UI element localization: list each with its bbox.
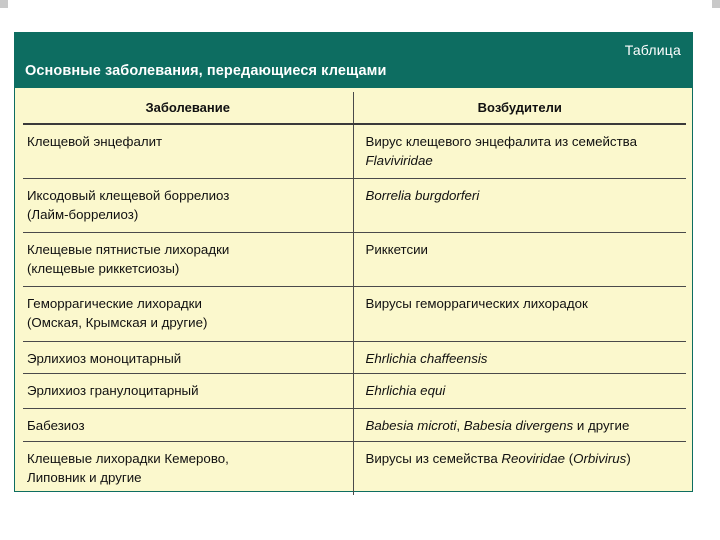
disease-name-note: (клещевые риккетсиозы) bbox=[27, 260, 180, 276]
agent-cell bbox=[353, 441, 686, 495]
agent-text: и другие bbox=[573, 417, 630, 433]
disease-cell bbox=[23, 232, 353, 286]
disease-cell bbox=[23, 408, 353, 441]
agent-taxon: Ehrlichia equi bbox=[365, 382, 446, 398]
agent-cell bbox=[353, 124, 686, 178]
agent-text: Вирусы геморрагических лихорадок bbox=[365, 295, 588, 311]
diseases-table bbox=[23, 92, 686, 495]
agent-cell bbox=[353, 341, 686, 373]
disease-cell bbox=[23, 341, 353, 373]
corner-mark-left bbox=[0, 0, 8, 8]
column-header-disease: Заболевание bbox=[23, 92, 353, 124]
disease-cell bbox=[23, 441, 353, 495]
agent-taxon: Orbivirus bbox=[573, 450, 627, 466]
table-card bbox=[14, 32, 693, 492]
agent-paren-open: ( bbox=[565, 450, 574, 466]
agent-cell bbox=[353, 178, 686, 232]
table-row bbox=[23, 286, 686, 341]
disease-cell bbox=[23, 178, 353, 232]
table-label: Таблица bbox=[624, 42, 681, 58]
disease-name-note: (Лайм-боррелиоз) bbox=[27, 206, 139, 222]
disease-name: Клещевые пятнистые лихорадки bbox=[27, 241, 230, 257]
disease-name: Иксодовый клещевой боррелиоз bbox=[27, 187, 230, 203]
table-row bbox=[23, 232, 686, 286]
agent-taxon: Ehrlichia chaffeensis bbox=[365, 350, 488, 366]
agent-taxon: Babesia microti bbox=[365, 417, 457, 433]
agent-paren-close: ) bbox=[626, 450, 631, 466]
table-row bbox=[23, 408, 686, 441]
table-row bbox=[23, 373, 686, 408]
agent-text: Вирусы из семейства bbox=[365, 450, 502, 466]
disease-name-note: Липовник и другие bbox=[27, 469, 142, 485]
column-header-agent: Возбудители bbox=[353, 92, 686, 124]
table-row bbox=[23, 441, 686, 495]
table-title: Основные заболевания, передающиеся клещами bbox=[25, 63, 387, 79]
disease-cell bbox=[23, 124, 353, 178]
table-row bbox=[23, 178, 686, 232]
table-header-band bbox=[15, 33, 692, 88]
disease-name: Геморрагические лихорадки bbox=[27, 295, 202, 311]
disease-name-note: (Омская, Крымская и другие) bbox=[27, 314, 208, 330]
agent-cell bbox=[353, 286, 686, 341]
agent-taxon: Reoviridae bbox=[501, 450, 565, 466]
table-row bbox=[23, 341, 686, 373]
corner-mark-right bbox=[712, 0, 720, 8]
disease-name: Клещевой энцефалит bbox=[27, 134, 163, 149]
agent-text: Риккетсии bbox=[365, 241, 428, 257]
disease-cell bbox=[23, 373, 353, 408]
disease-name: Бабезиоз bbox=[27, 417, 85, 433]
disease-name: Эрлихиоз моноцитарный bbox=[27, 350, 182, 366]
agent-separator: , bbox=[456, 417, 464, 433]
agent-taxon: Babesia divergens bbox=[463, 417, 574, 433]
agent-text: Вирус клещевого энцефалита из семейства bbox=[365, 134, 637, 149]
agent-taxon: Flaviviridae bbox=[365, 153, 433, 168]
table-header-row bbox=[23, 92, 686, 124]
agent-cell bbox=[353, 232, 686, 286]
disease-name: Клещевые лихорадки Кемерово, bbox=[27, 450, 229, 466]
disease-cell bbox=[23, 286, 353, 341]
table-row bbox=[23, 124, 686, 178]
disease-name: Эрлихиоз гранулоцитарный bbox=[27, 382, 199, 398]
agent-cell bbox=[353, 373, 686, 408]
agent-taxon: Borrelia burgdorferi bbox=[365, 187, 480, 203]
agent-cell bbox=[353, 408, 686, 441]
